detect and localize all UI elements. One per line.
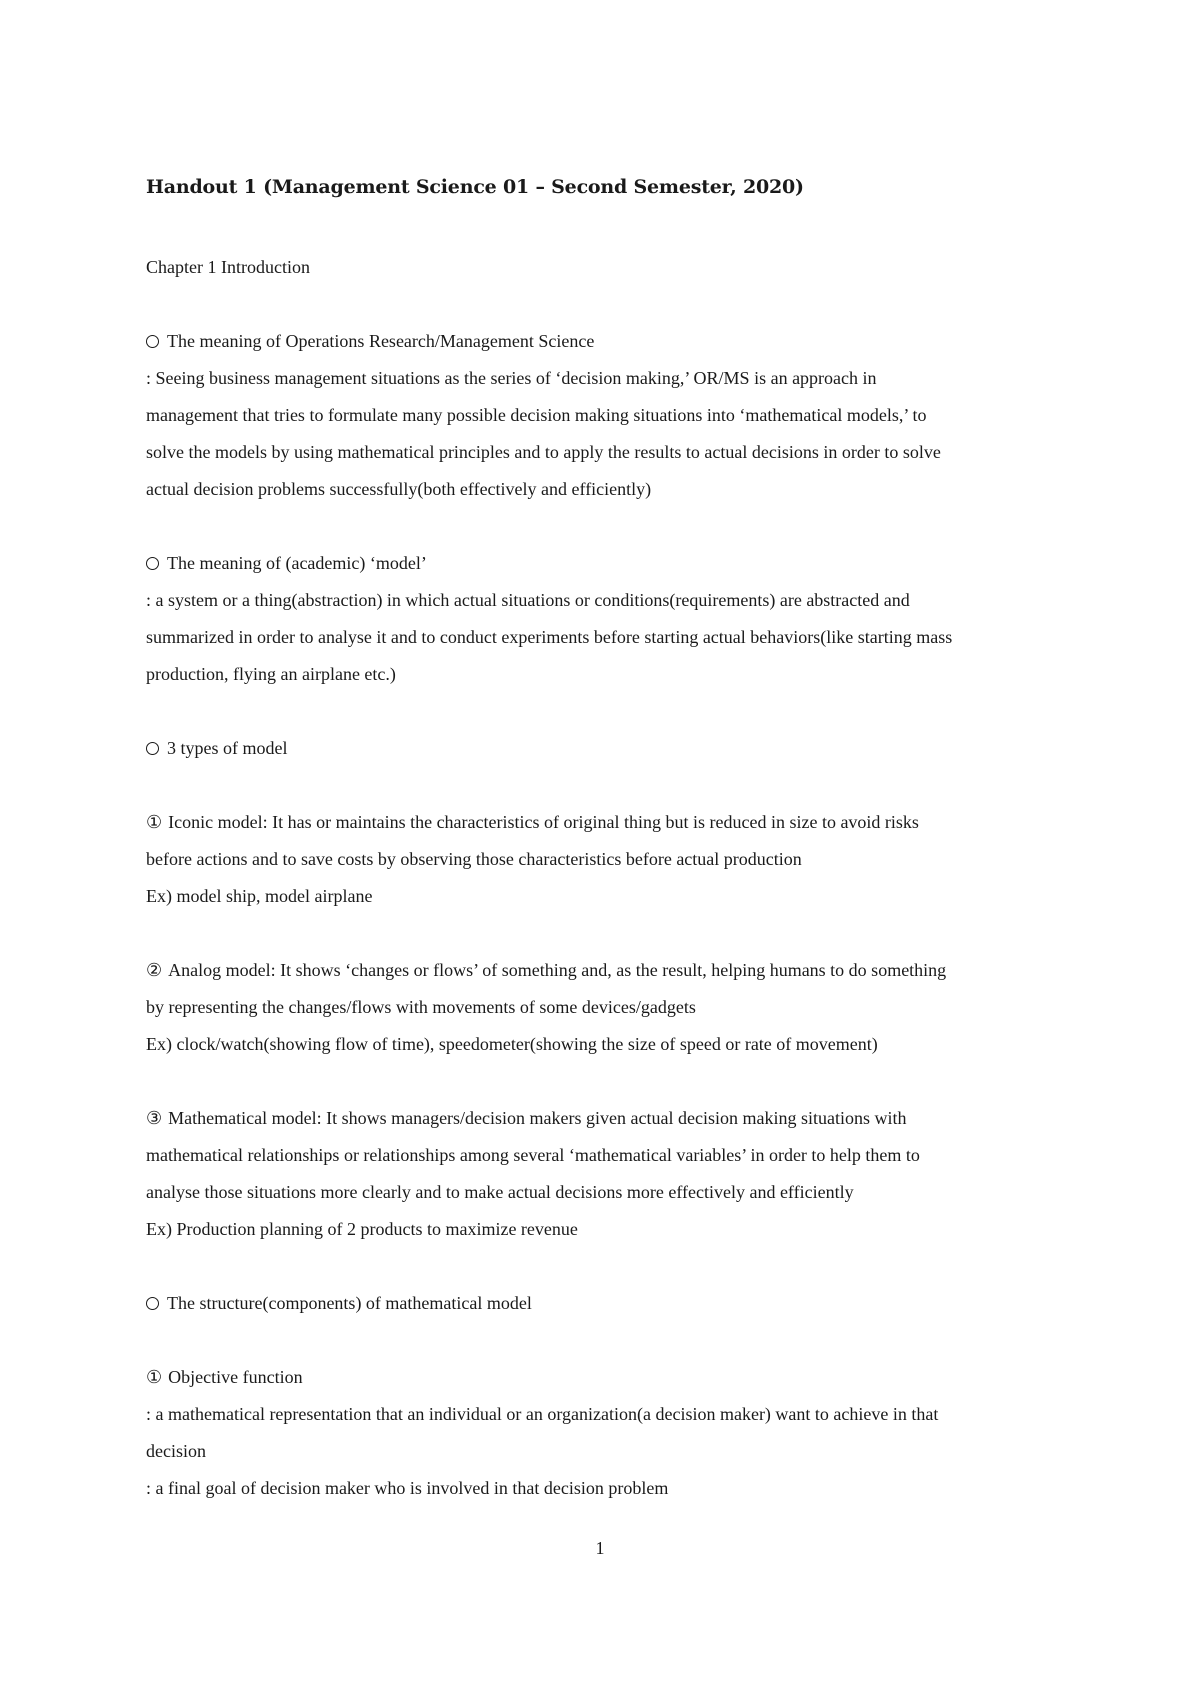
- paragraph-line: by representing the changes/flows with movements of some devices/gadgets: [146, 997, 696, 1017]
- paragraph-line: before actions and to save costs by observing those characteristics before actual production: [146, 849, 802, 869]
- section-heading-text: The structure(components) of mathematical model: [167, 1293, 532, 1313]
- model-type-text: Iconic model: It has or maintains the characteristics of original thing but is reduced in size to avoid risks: [168, 812, 919, 832]
- paragraph-line: summarized in order to analyse it and to conduct experiments before starting actual behaviors(like starting mass: [146, 627, 953, 647]
- paragraph-line: : a system or a thing(abstraction) in which actual situations or conditions(requirements) are abstracted and: [146, 590, 910, 610]
- example-line: Ex) clock/watch(showing flow of time), speedometer(showing the size of speed or rate of movement): [146, 1034, 878, 1054]
- paragraph-line: production, flying an airplane etc.): [146, 664, 396, 684]
- section-heading-text: 3 types of model: [167, 738, 288, 758]
- paragraph-line: actual decision problems successfully(both effectively and efficiently): [146, 479, 652, 499]
- model-type-text: Mathematical model: It shows managers/decision makers given actual decision making situations with: [168, 1108, 907, 1128]
- circle-bullet-icon: [146, 742, 159, 755]
- component-objective-function: [146, 1359, 1066, 1396]
- model-type-iconic: [146, 804, 1066, 841]
- circle-bullet-icon: [146, 1297, 159, 1310]
- page-number: 1: [595, 1538, 605, 1558]
- model-type-analog: [146, 952, 1066, 989]
- chapter-heading: Chapter 1 Introduction: [146, 257, 310, 277]
- circle-bullet-icon: [146, 335, 159, 348]
- section-heading-orms: [146, 323, 1066, 360]
- circled-number-1: ①: [146, 1367, 163, 1387]
- circled-number-1: ①: [146, 812, 163, 832]
- section-heading-text: The meaning of (academic) ‘model’: [167, 553, 427, 573]
- paragraph-line: management that tries to formulate many possible decision making situations into ‘mathematical models,’ to: [146, 405, 927, 425]
- circled-number-3: ③: [146, 1108, 163, 1128]
- paragraph-line: solve the models by using mathematical principles and to apply the results to actual decisions in order to solve: [146, 442, 941, 462]
- example-line: Ex) Production planning of 2 products to maximize revenue: [146, 1219, 578, 1239]
- document-title: Handout 1 (Management Science 01 – Second Semester, 2020): [146, 176, 804, 198]
- model-type-text: Analog model: It shows ‘changes or flows’ of something and, as the result, helping humans to do something: [168, 960, 947, 980]
- circled-number-2: ②: [146, 960, 163, 980]
- circle-bullet-icon: [146, 557, 159, 570]
- paragraph-line: analyse those situations more clearly and to make actual decisions more effectively and efficiently: [146, 1182, 854, 1202]
- section-heading-text: The meaning of Operations Research/Management Science: [167, 331, 595, 351]
- paragraph-line: decision: [146, 1441, 206, 1461]
- paragraph-line: : a mathematical representation that an individual or an organization(a decision maker) want to achieve in that: [146, 1404, 939, 1424]
- component-title: Objective function: [168, 1367, 303, 1387]
- example-line: Ex) model ship, model airplane: [146, 886, 373, 906]
- model-type-mathematical: [146, 1100, 1066, 1137]
- paragraph-line: : Seeing business management situations as the series of ‘decision making,’ OR/MS is an approach in: [146, 368, 877, 388]
- document-body: [146, 170, 1066, 1507]
- section-heading-model: [146, 545, 1066, 582]
- paragraph-line: : a final goal of decision maker who is involved in that decision problem: [146, 1478, 669, 1498]
- paragraph-line: mathematical relationships or relationships among several ‘mathematical variables’ in order to help them to: [146, 1145, 920, 1165]
- section-heading-types: [146, 730, 1066, 767]
- section-heading-structure: [146, 1285, 1066, 1322]
